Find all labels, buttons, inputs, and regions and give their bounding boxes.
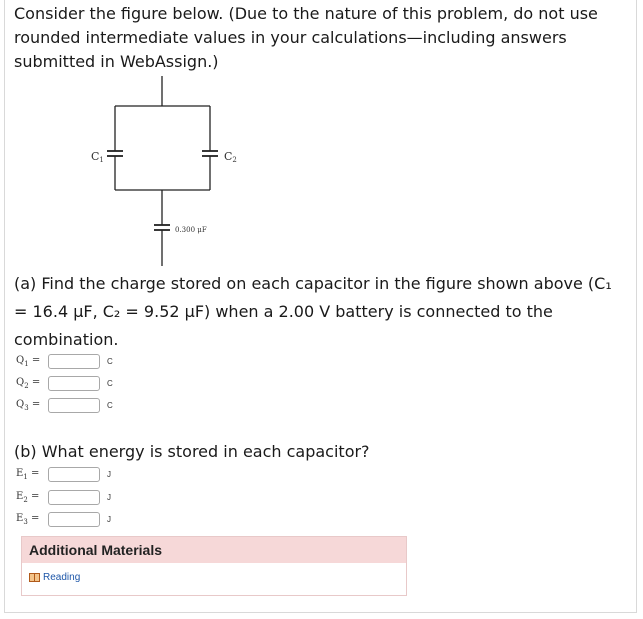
q1-label: $Q_1$ = <box>16 354 41 368</box>
additional-materials-body <box>22 563 406 583</box>
intro-line-2: rounded intermediate values in your calculations—including answers <box>14 28 567 47</box>
c3-value-label: 0.300 μF <box>175 226 207 234</box>
answer-row-q2 <box>16 373 113 393</box>
e3-answer-input[interactable] <box>48 512 100 527</box>
c1-label: C1 <box>91 150 104 164</box>
q2-label: $Q_2$ = <box>16 376 41 390</box>
part-a-prompt <box>14 270 624 354</box>
q1-answer-input[interactable] <box>48 354 100 369</box>
part-a-line-1: (a) Find the charge stored on each capacitor in the figure shown above (C₁ <box>14 274 612 293</box>
answer-row-e3 <box>16 509 111 529</box>
e1-label: $E_1$ = <box>16 467 40 481</box>
e2-answer-input[interactable] <box>48 490 100 505</box>
e3-unit: J <box>107 514 111 524</box>
e1-unit: J <box>107 469 111 479</box>
book-icon <box>29 573 40 582</box>
question-intro <box>14 2 624 74</box>
q3-label: $Q_3$ = <box>16 398 41 412</box>
answer-row-q3 <box>16 395 113 415</box>
answer-row-e1 <box>16 464 111 484</box>
additional-materials-box <box>21 536 407 596</box>
part-b-prompt <box>14 438 624 466</box>
additional-materials-title: Additional Materials <box>22 537 406 563</box>
q3-answer-input[interactable] <box>48 398 100 413</box>
e3-label: $E_3$ = <box>16 512 40 526</box>
intro-line-1: Consider the figure below. (Due to the nature of this problem, do not use <box>14 4 598 23</box>
answer-row-e2 <box>16 487 111 507</box>
part-b-line-1: (b) What energy is stored in each capacitor? <box>14 442 370 461</box>
part-a-line-2: = 16.4 μF, C₂ = 9.52 μF) when a 2.00 V battery is connected to the <box>14 302 553 321</box>
part-a-line-3: combination. <box>14 330 119 349</box>
q1-unit: C <box>107 356 113 366</box>
intro-line-3: submitted in WebAssign.) <box>14 52 219 71</box>
circuit-diagram <box>75 72 275 267</box>
e1-answer-input[interactable] <box>48 467 100 482</box>
q3-unit: C <box>107 400 113 410</box>
q2-unit: C <box>107 378 113 388</box>
c2-label: C2 <box>224 150 237 164</box>
answer-row-q1 <box>16 351 113 371</box>
e2-unit: J <box>107 492 111 502</box>
reading-link[interactable]: Reading <box>43 572 81 583</box>
e2-label: $E_2$ = <box>16 490 40 504</box>
q2-answer-input[interactable] <box>48 376 100 391</box>
